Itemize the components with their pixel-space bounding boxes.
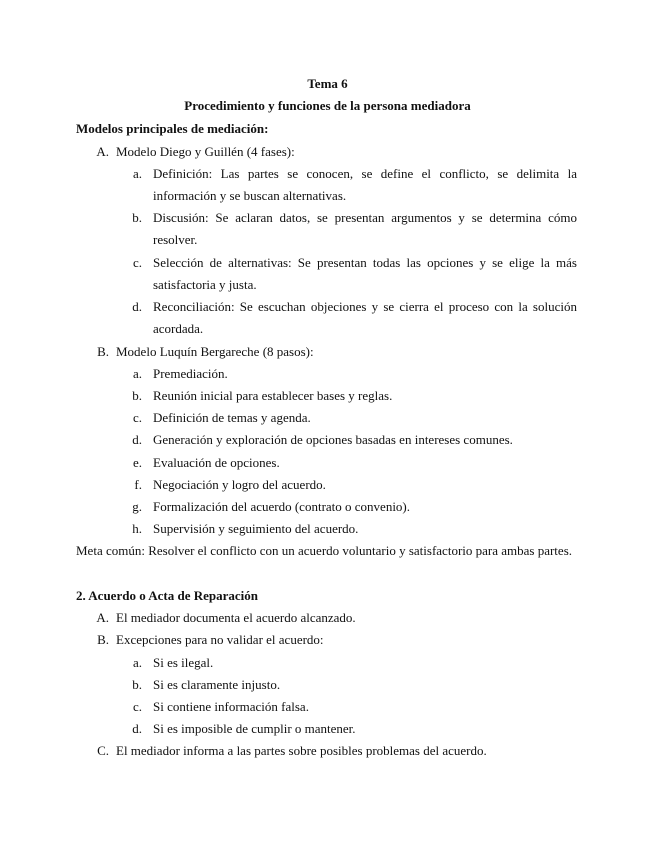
list-item-marker: c. [132,699,142,714]
common-goal: Meta común: Resolver el conflicto con un acuerdo voluntario y satisfactorio para ambas partes. [76,543,572,558]
list-item: Si es claramente injusto. [153,677,281,692]
list-item: Reconciliación: Se escuchan objeciones y se cierra el proceso con la solución [153,299,577,314]
list-item-marker: a. [132,166,142,181]
model-a-label: Modelo Diego y Guillén (4 fases): [116,144,295,159]
list-item: Discusión: Se aclaran datos, se presentan argumentos y se determina cómo [153,210,577,225]
list-item: Si es ilegal. [153,655,214,670]
list-item-marker: d. [132,432,142,447]
section2-c-text: El mediador informa a las partes sobre posibles problemas del acuerdo. [116,743,487,758]
list-item-marker: h. [132,521,142,536]
section2-a-marker: A. [96,610,109,625]
list-item: Si es imposible de cumplir o mantener. [153,721,356,736]
section2-b-marker: B. [97,632,109,647]
list-item-marker: a. [132,655,142,670]
list-item-cont: información y se buscan alternativas. [153,188,347,203]
section2-c-marker: C. [97,743,109,758]
list-item-marker: c. [132,255,142,270]
list-item-marker: d. [132,299,142,314]
list-item: Formalización del acuerdo (contrato o convenio). [153,499,411,514]
list-item: Generación y exploración de opciones basadas en intereses comunes. [153,432,513,447]
doc-subtitle: Procedimiento y funciones de la persona mediadora [184,98,471,113]
section1-heading: Modelos principales de mediación: [76,121,269,136]
list-item-cont: resolver. [153,232,198,247]
list-item-marker: c. [132,410,142,425]
list-item-marker: a. [132,366,142,381]
list-item-marker: f. [134,477,142,492]
list-item-marker: b. [132,677,142,692]
list-item: Si contiene información falsa. [153,699,309,714]
list-item: Premediación. [153,366,228,381]
doc-title: Tema 6 [307,76,348,91]
list-item: Supervisión y seguimiento del acuerdo. [153,521,359,536]
list-item: Reunión inicial para establecer bases y reglas. [153,388,393,403]
list-item: Definición de temas y agenda. [153,410,311,425]
model-b-label: Modelo Luquín Bergareche (8 pasos): [116,344,314,359]
model-b-marker: B. [97,344,109,359]
model-a-marker: A. [96,144,109,159]
list-item-cont: satisfactoria y justa. [153,277,257,292]
section2-a-text: El mediador documenta el acuerdo alcanzado. [116,610,356,625]
list-item-marker: b. [132,210,142,225]
list-item-cont: acordada. [153,321,204,336]
list-item-marker: d. [132,721,142,736]
list-item: Evaluación de opciones. [153,455,280,470]
section2-b-text: Excepciones para no validar el acuerdo: [116,632,324,647]
list-item: Selección de alternativas: Se presentan todas las opciones y se elige la más [153,255,577,270]
list-item-marker: b. [132,388,142,403]
list-item-marker: g. [132,499,142,514]
section2-heading: 2. Acuerdo o Acta de Reparación [76,588,258,603]
list-item: Negociación y logro del acuerdo. [153,477,326,492]
list-item-marker: e. [132,455,142,470]
list-item: Definición: Las partes se conocen, se define el conflicto, se delimita la [153,166,577,181]
